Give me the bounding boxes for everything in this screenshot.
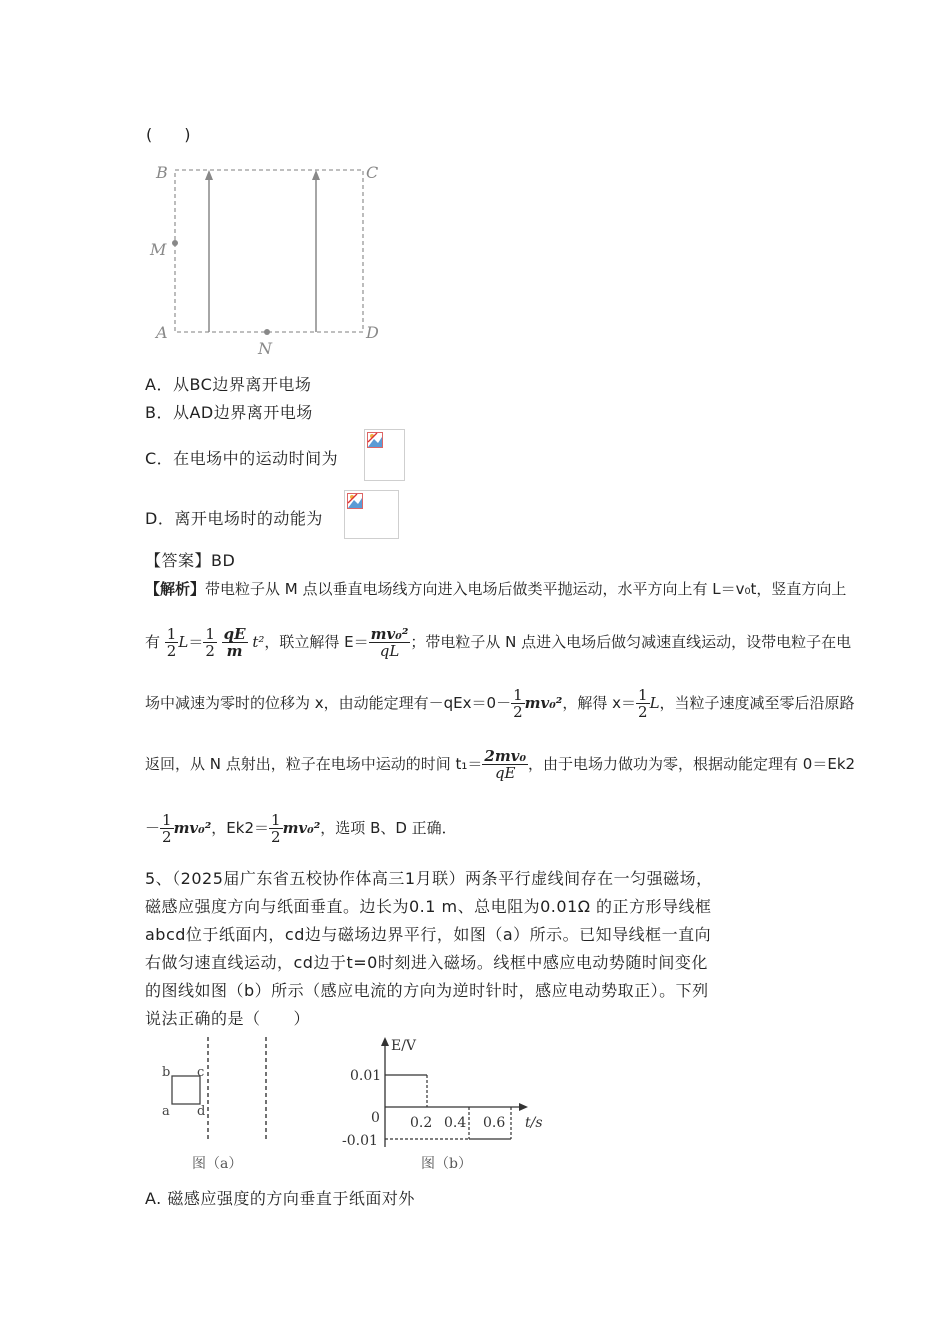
q5-line-4: 右做匀速直线运动，cd边于t=0时刻进入磁场。线框中感应电动势随时间变化 bbox=[145, 953, 708, 972]
frac-half-3: $\frac{1}{2}$ bbox=[513, 685, 523, 721]
option-c-formula-image bbox=[364, 429, 405, 481]
e-axis-arrow bbox=[381, 1037, 389, 1046]
analysis-text-4b: ，由于电场力做功为零，根据动能定理有 0＝Ek2 bbox=[528, 755, 856, 773]
field-line-1-arrow bbox=[205, 170, 213, 180]
analysis-text-5a: － bbox=[145, 819, 161, 837]
figure-b-caption: 图（b） bbox=[421, 1156, 472, 1172]
frac-half-1: $\frac{1}{2}$ bbox=[166, 624, 177, 660]
option-a: A．从BC边界离开电场 bbox=[145, 375, 312, 394]
analysis-text-2c: ；带电粒子从 N 点进入电场后做匀减速直线运动，设带电粒子在电 bbox=[410, 633, 852, 651]
tick-x-1: 0.2 bbox=[410, 1115, 433, 1131]
corner-d-label: D bbox=[366, 323, 379, 342]
answer-paren: ( ) bbox=[146, 125, 191, 144]
t-axis-label: t/s bbox=[525, 1115, 543, 1131]
frac-time: $\frac{\text{2mv₀}}{qE}$ bbox=[484, 746, 527, 782]
corner-c-label: C bbox=[366, 163, 379, 182]
analysis-text-3c: ，当粒子速度减至零后沿原路 bbox=[659, 694, 855, 712]
frac-half-5: $\frac{1}{2}$ bbox=[162, 810, 172, 846]
analysis-line-1 bbox=[145, 578, 846, 599]
frac-half-2: $\frac{1}{2}$ bbox=[205, 624, 215, 660]
analysis-text-2b: ，联立解得 E＝ bbox=[264, 633, 369, 651]
q5-line-2: 磁感应强度方向与纸面垂直。边长为0.1 m、总电阻为0.01Ω 的正方形导线框 bbox=[145, 897, 712, 916]
option-d: D．离开电场时的动能为 bbox=[145, 509, 323, 528]
point-m-label: M bbox=[150, 240, 167, 259]
q5-line-1: 5、（2025届广东省五校协作体高三1月联）两条平行虚线间存在一匀强磁场， bbox=[145, 869, 713, 888]
figure-b bbox=[338, 1035, 553, 1180]
q5-option-a: A. 磁感应强度的方向垂直于纸面对外 bbox=[145, 1189, 415, 1208]
var-mv0sq-1: mv₀² bbox=[524, 694, 563, 712]
broken-image-icon bbox=[347, 493, 363, 509]
analysis-text-3b: ，解得 x＝ bbox=[562, 694, 637, 712]
option-c: C．在电场中的运动时间为 bbox=[145, 449, 339, 468]
wire-frame bbox=[172, 1076, 200, 1104]
analysis-text-3a: 场中减速为零时的位移为 x，由动能定理有－qEx＝0－ bbox=[145, 694, 512, 712]
broken-image-icon bbox=[367, 432, 383, 448]
q5-line-5: 的图线如图（b）所示（感应电流的方向为逆时针时，感应电动势取正）。下列 bbox=[145, 981, 709, 1000]
analysis-text-5c: ，选项 B、D 正确． bbox=[320, 819, 457, 837]
corner-b-label: B bbox=[156, 163, 168, 182]
tick-origin: 0 bbox=[371, 1110, 380, 1126]
frac-e: $\frac{\text{mv₀²}}{qL}$ bbox=[370, 624, 409, 660]
field-line-2-arrow bbox=[312, 170, 320, 180]
figure-a bbox=[150, 1035, 285, 1180]
tick-y-neg: -0.01 bbox=[342, 1133, 378, 1149]
point-n-dot bbox=[264, 329, 270, 335]
analysis-line-3 bbox=[145, 683, 855, 723]
frame-label-a: a bbox=[162, 1104, 170, 1119]
tick-x-2: 0.4 bbox=[444, 1115, 467, 1131]
tick-x-3: 0.6 bbox=[483, 1115, 506, 1131]
answer: 【答案】BD bbox=[145, 551, 236, 570]
var-mv0sq-2: mv₀² bbox=[173, 819, 212, 837]
var-l-2: L bbox=[649, 694, 660, 712]
tick-y-pos: 0.01 bbox=[350, 1068, 382, 1084]
frame-label-d: d bbox=[197, 1104, 206, 1119]
analysis-text-1: 带电粒子从 M 点以垂直电场线方向进入电场后做类平抛运动，水平方向上有 L＝v₀t，竖直方向上 bbox=[205, 580, 847, 598]
option-b: B．从AD边界离开电场 bbox=[145, 403, 313, 422]
analysis-line-5 bbox=[145, 808, 457, 848]
field-rectangle-figure bbox=[140, 155, 390, 365]
q5-line-6: 说法正确的是（ ） bbox=[145, 1009, 311, 1028]
frame-label-b: b bbox=[162, 1065, 171, 1080]
var-mv0sq-3: mv₀² bbox=[282, 819, 321, 837]
t-axis-arrow bbox=[519, 1103, 528, 1111]
analysis-text-4a: 返回，从 N 点射出，粒子在电场中运动的时间 t₁＝ bbox=[145, 755, 483, 773]
figure-a-caption: 图（a） bbox=[192, 1156, 243, 1172]
analysis-line-4 bbox=[145, 744, 855, 784]
frac-half-4: $\frac{1}{2}$ bbox=[638, 685, 648, 721]
q5-line-3: abcd位于纸面内，cd边与磁场边界平行，如图（a）所示。已知导线框一直向 bbox=[145, 925, 712, 944]
option-d-formula-image bbox=[344, 490, 399, 539]
analysis-text-5b: ，Ek2＝ bbox=[211, 819, 270, 837]
analysis-text-2a: 有 bbox=[145, 633, 161, 651]
analysis-line-2: 有 $\frac{1}{2}$ L＝ $\frac{1}{2}$ $\frac{qE}{m}$ t²，联立解得 E＝ $\frac{\text{mv₀²}}{qL}$ ；带电粒子从 N 点进入电场后做匀减速直线运动，设带电粒子在电 bbox=[145, 624, 852, 660]
frac-qe-m: $\frac{qE}{m}$ bbox=[223, 624, 246, 660]
var-l: L bbox=[178, 633, 189, 651]
frac-half-6: $\frac{1}{2}$ bbox=[271, 810, 281, 846]
var-t2: t² bbox=[252, 633, 265, 651]
analysis-label: 【解析】 bbox=[145, 580, 206, 598]
corner-a-label: A bbox=[156, 323, 168, 342]
point-n-label: N bbox=[258, 339, 272, 358]
point-m-dot bbox=[172, 240, 178, 246]
e-axis-label: E/V bbox=[391, 1038, 417, 1054]
field-boundary bbox=[175, 170, 363, 332]
frame-label-c: c bbox=[197, 1065, 205, 1080]
